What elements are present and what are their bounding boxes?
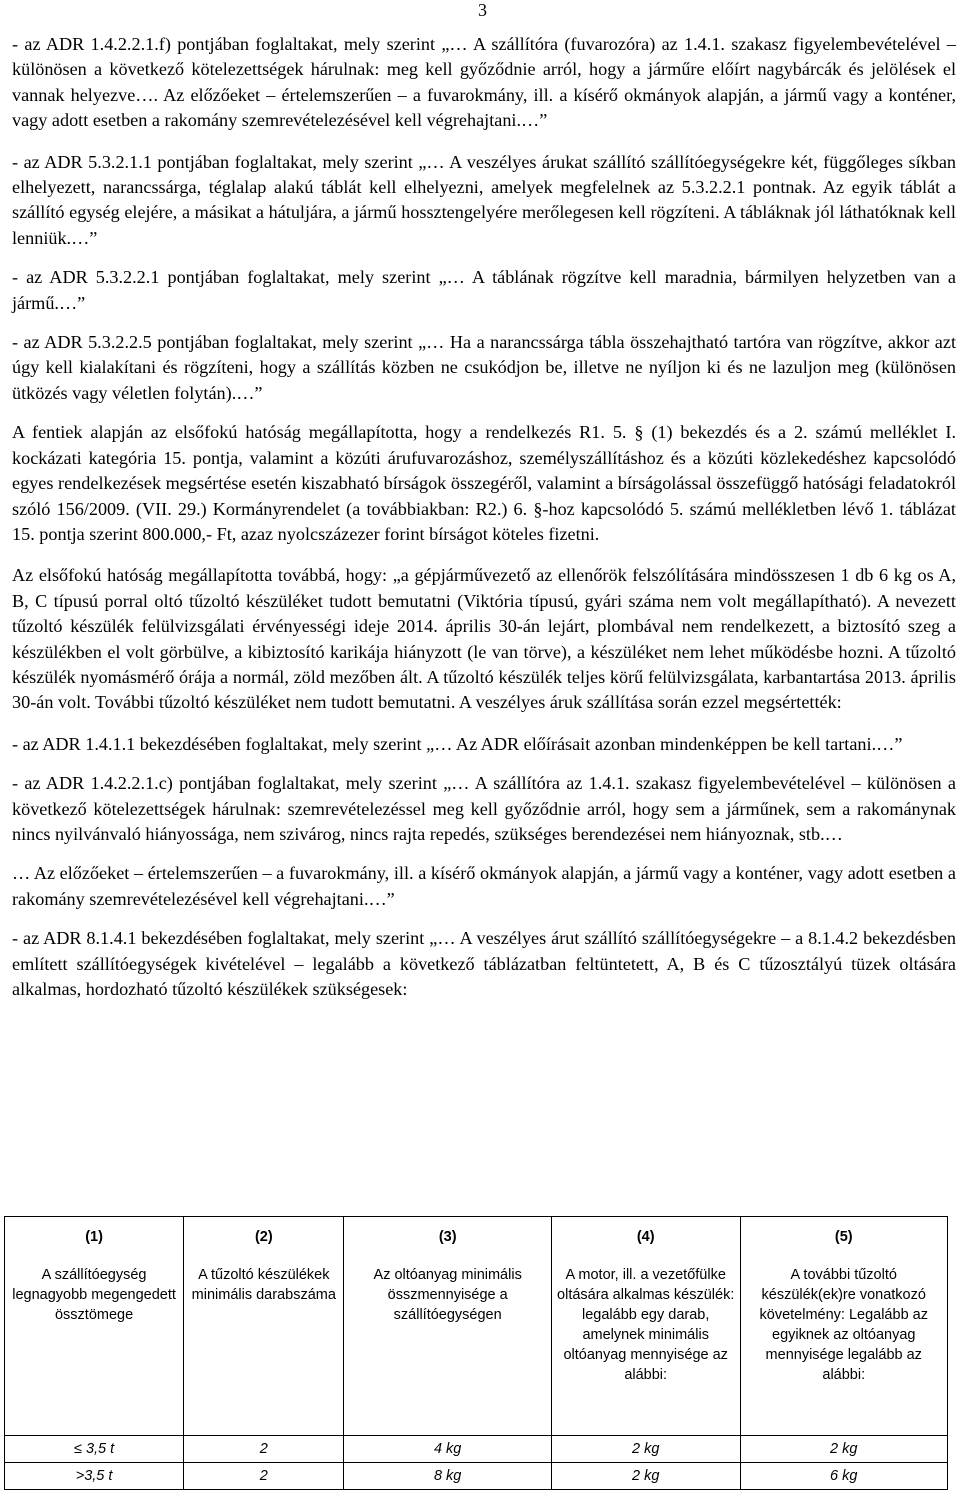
paragraph-adr-1-4-2-2-1-f: - az ADR 1.4.2.2.1.f) pontjában foglaltakat, mely szerint „… A szállítóra (fuvarozóra) az 1.4.1. szakasz figyelembevételével – különösen a következő kötelezettségek hárulnak: meg kell győződnie arról, hogy a járműre előírt nagybárcák és jelölések el vannak helyezve…. Az előzőeket – értelemszerűen – a fuvarokmány, ill. a kísérő okmányok alapján, a jármű vagy a konténer, vagy adott esetben a rakomány szemrevételezésével kell végrehajtani.…” — [12, 34, 956, 131]
table-cell: 8 kg — [344, 1463, 551, 1490]
paragraph-adr-5-3-2-1-1: - az ADR 5.3.2.1.1 pontjában foglaltakat, mely szerint „… A veszélyes árukat szállító szállítóegységekre két, függőleges síkban elhelyezett, narancssárga, téglalap alakú táblát kell elhelyezni, amelyek megfelelnek az 5.3.2.2.1 pontnak. Az egyik táblát a szállító egység elejére, a másikat a hátuljára, a jármű hossztengelyére merőlegesen kell rögzíteni. A tábláknak jól láthatóknak kell lenniük.…” — [12, 151, 956, 248]
paragraph-continuation: … Az előzőeket – értelemszerűen – a fuvarokmány, ill. a kísérő okmányok alapján, a jármű vagy a konténer, vagy adott esetben a rakomány szemrevételezésével kell végrehajtani.…” — [12, 863, 956, 909]
paragraph-adr-5-3-2-2-1: - az ADR 5.3.2.2.1 pontjában foglaltakat, mely szerint „… A táblának rögzítve kell maradnia, bármilyen helyzetben van a jármű.…” — [12, 267, 956, 313]
table-cell: 6 kg — [740, 1463, 948, 1490]
table-cell: 2 kg — [551, 1436, 740, 1463]
fire-extinguisher-table — [4, 1216, 948, 1490]
column-number: (4) — [636, 1229, 655, 1245]
column-number: (3) — [438, 1229, 457, 1245]
column-number: (2) — [254, 1229, 273, 1245]
page-number: 3 — [478, 0, 487, 20]
table-header-cell — [740, 1217, 948, 1436]
table-header-cell — [344, 1217, 551, 1436]
paragraph-adr-1-4-2-2-1-c: - az ADR 1.4.2.2.1.c) pontjában foglaltakat, mely szerint „… A szállítóra az 1.4.1. szakasz figyelembevételével – különösen a következő kötelezettségek hárulnak: szemrevételezéssel meg kell győződnie arról, hogy sem a járműnek, sem a rakománynak nincs nyilvánvaló hiányossága, nem szivárog, nincs rajta repedés, szükséges berendezései nem hiányoznak, stb.… — [12, 773, 956, 844]
column-label: A további tűzoltó készülék(ek)re vonatkozó követelmény: Legalább az egyiknek az oltóanyag mennyisége legalább az alábbi: — [759, 1267, 928, 1383]
table-header-row — [5, 1217, 948, 1436]
table-header-cell — [551, 1217, 740, 1436]
table-row — [5, 1436, 948, 1463]
paragraph-fire-extinguisher-findings: Az elsőfokú hatóság megállapította továbbá, hogy: „a gépjárművezető az ellenőrök felszólítására mindösszesen 1 db 6 kg os A, B, C típusú porral oltó tűzoltó készüléket tudott bemutatni (Viktória típusú, gyári száma nem volt megállapítható). A nevezett tűzoltó készülék felülvizsgálati érvényességi ideje 2014. április 30-án lejárt, plombával nem rendelkezett, a biztosító szeg a készülékben el volt görbülve, a kibiztosító karikája hiányzott (le van törve), a készüléket nem lehet működésbe hozni. A tűzoltó készülék nyomásmérő órája a normál, zöld mezőben ált. A tűzoltó készülék teljes körű felülvizsgálata, karbantartása 2013. április 30-án volt. További tűzoltó készüléket nem tudott bemutatni. A veszélyes áruk szállítása során ezzel megsértették: — [12, 565, 956, 713]
table-cell: 2 kg — [740, 1436, 948, 1463]
table-cell: ≤ 3,5 t — [5, 1436, 184, 1463]
column-label: A szállítóegység legnagyobb megengedett össztömege — [12, 1267, 176, 1323]
paragraph-adr-8-1-4-1: - az ADR 8.1.4.1 bekezdésében foglaltakat, mely szerint „… A veszélyes árut szállító szállítóegységekre – a 8.1.4.2 bekezdésben említett szállítóegységek kivételével – legalább a következő táblázatban feltüntetett, A, B és C tűzosztályú tüzek oltására alkalmas, hordozható tűzoltó készülékek szükségesek: — [12, 928, 956, 999]
column-label: A motor, ill. a vezetőfülke oltására alkalmas készülék: legalább egy darab, amelynek minimális oltóanyag mennyisége az alábbi: — [557, 1267, 735, 1383]
column-number: (1) — [85, 1229, 103, 1245]
column-label: A tűzoltó készülékek minimális darabszáma — [191, 1267, 336, 1303]
paragraph-adr-1-4-1-1: - az ADR 1.4.1.1 bekezdésében foglaltakat, mely szerint „… Az ADR előírásait azonban mindenképpen be kell tartani.…” — [12, 733, 903, 754]
table-row — [5, 1463, 948, 1490]
table-cell: 2 — [184, 1463, 344, 1490]
table-header-cell — [5, 1217, 184, 1436]
table-cell: 2 — [184, 1436, 344, 1463]
table-cell: 4 kg — [344, 1436, 551, 1463]
column-label: Az oltóanyag minimális összmennyisége a szállítóegységen — [373, 1267, 522, 1323]
table-cell: >3,5 t — [5, 1463, 184, 1490]
paragraph-adr-5-3-2-2-5: - az ADR 5.3.2.2.5 pontjában foglaltakat, mely szerint „… Ha a narancssárga tábla összehajtható tartóra van rögzítve, akkor azt úgy kell kialakítani és rögzíteni, hogy a szállítás közben ne csukódjon be, illetve ne nyíljon ki és ne lazuljon meg (különösen ütközés vagy véletlen folytán).…” — [12, 332, 956, 403]
document-body — [12, 32, 956, 1018]
paragraph-fine-decision: A fentiek alapján az elsőfokú hatóság megállapította, hogy a rendelkezés R1. 5. § (1) bekezdés és a 2. számú melléklet I. kockázati kategória 15. pontja, valamint a közúti árufuvarozáshoz, személyszállításhoz és a közúti közlekedéshez kapcsolódó egyes rendelkezések megsértése esetén kiszabható bírságok összegéről, valamint a bírságolással összefüggő hatósági feladatokról szóló 156/2009. (VII. 29.) Kormányrendelet (a továbbiakban: R2.) 6. §-hoz kapcsolódó 5. számú mellékletben lévő 1. táblázat 15. pontja szerint 800.000,- Ft, azaz nyolcszázezer forint bírságot köteles fizetni. — [12, 422, 956, 544]
table-cell: 2 kg — [551, 1463, 740, 1490]
table-header-cell — [184, 1217, 344, 1436]
column-number: (5) — [834, 1229, 853, 1245]
